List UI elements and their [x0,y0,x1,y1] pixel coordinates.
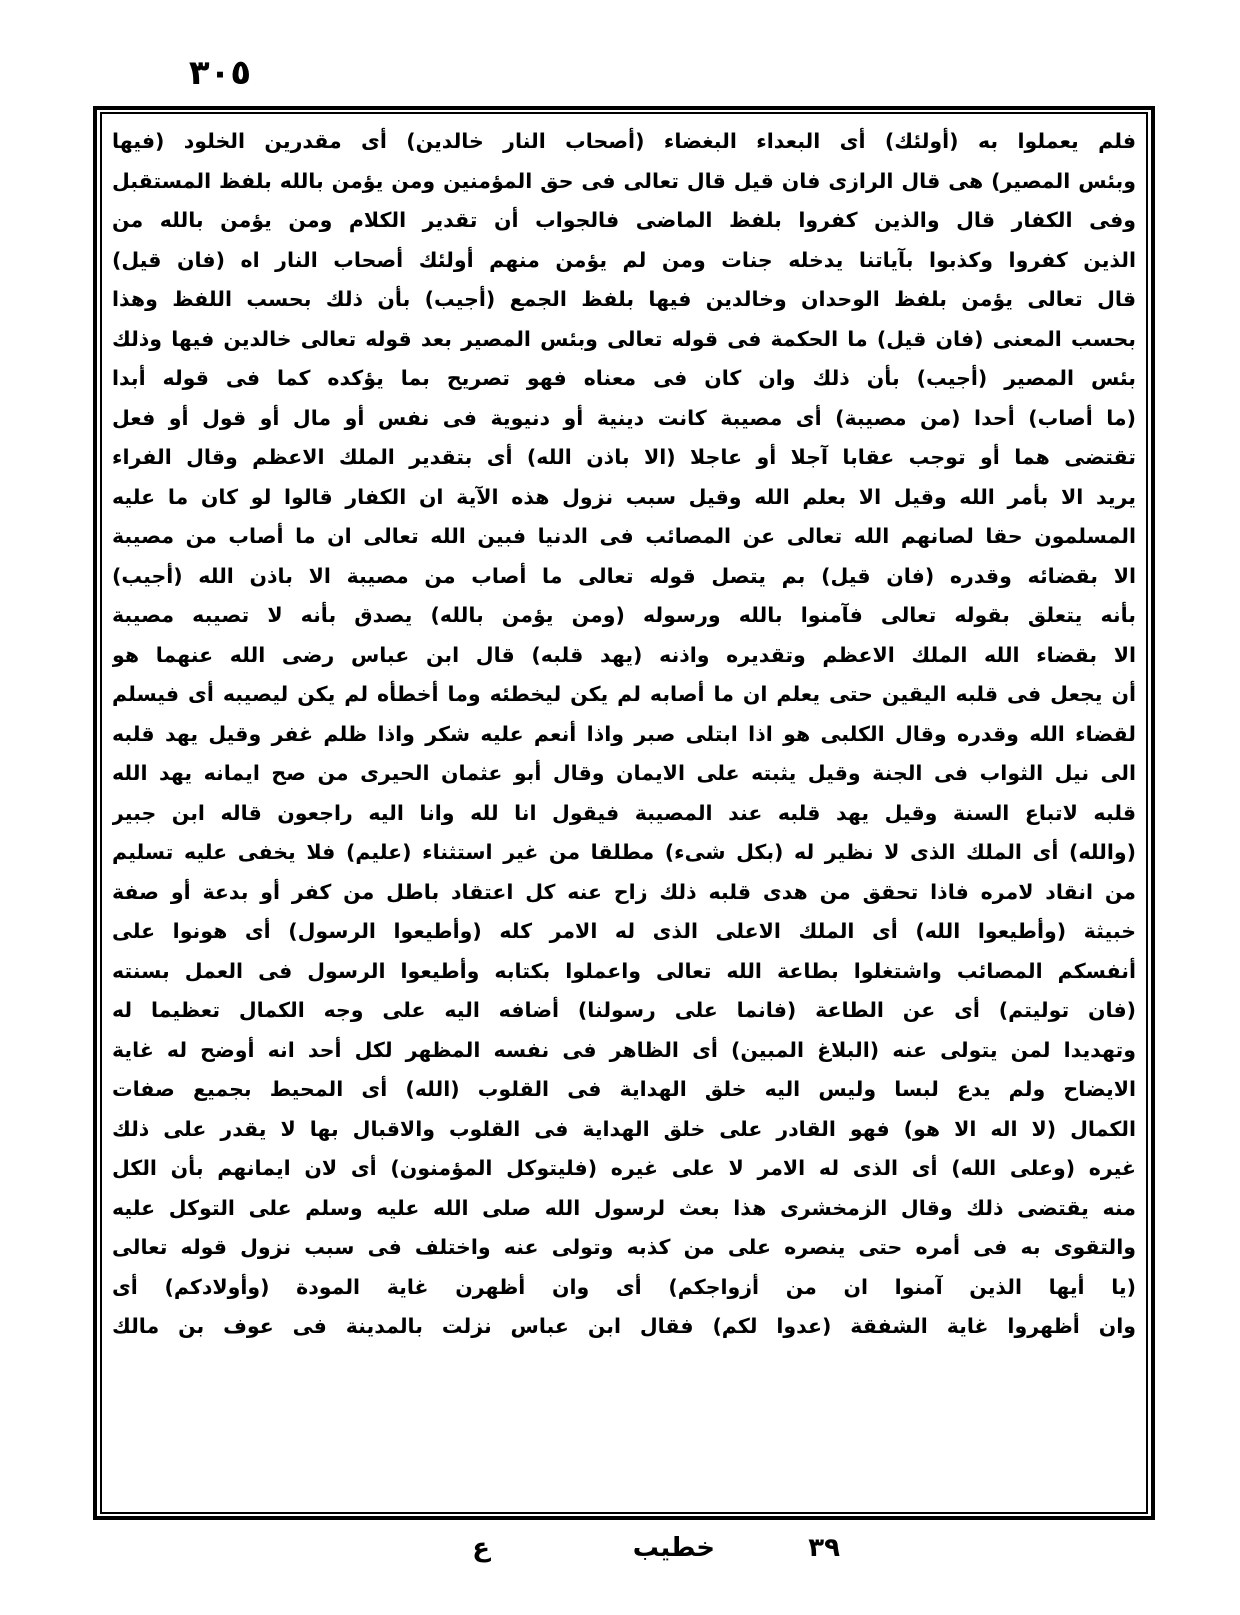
signature-word: خطيب [632,1533,715,1563]
text-line: (ما أصاب) أحدا (من مصيبة) أى مصيبة كانت دينية أو دنيوية فى نفس أو مال أو قول أو فعل [112,405,1136,430]
text-line: المسلمون حقا لصانهم الله تعالى عن المصائب فى الدنيا فبين الله تعالى ان ما أصاب من مصيبة [112,524,1136,548]
text-line: وبئس المصير) هى قال الرازى فان قيل قال تعالى فى حق المؤمنين ومن يؤمن بالله بلفظ المستقبل [112,168,1136,193]
text-line: الايضاح ولم يدع لبسا وليس اليه خلق الهداية فى القلوب (الله) أى المحيط بجميع صفات [112,1077,1136,1101]
text-line: وتهديدا لمن يتولى عنه (البلاغ المبين) أى الظاهر فى نفسه المظهر لكل أحد انه أوضح له غاية [112,1037,1136,1062]
text-line: (يا أيها الذين آمنوا ان من أزواجكم) أى وان أظهرن غاية المودة (وأولادكم) أى [112,1274,1136,1299]
text-line: يريد الا بأمر الله وقيل الا بعلم الله وقيل سبب نزول هذه الآية ان الكفار قالوا لو كان ما عليه [112,484,1136,509]
signature-number: ٣٩ [808,1533,840,1563]
text-line: الا بقضائه وقدره (فان قيل) بم يتصل قوله تعالى ما أصاب من مصيبة الا باذن الله (أجيب) [112,563,1136,588]
text-line: أن يجعل فى قلبه اليقين حتى يعلم ان ما أصابه لم يكن ليخطئه وما أخطأه لم يكن ليصيبه أى فيسلم [112,682,1136,706]
text-body [112,122,1136,1506]
text-line: بحسب المعنى (فان قيل) ما الحكمة فى قوله تعالى وبئس المصير بعد قوله تعالى خالدين فيها وذلك [112,326,1136,351]
text-line: من انقاد لامره فاذا تحقق من هدى قلبه ذلك زاح عنه كل اعتقاد باطل من كفر أو بدعة أو صفة [112,879,1136,904]
text-line: لقضاء الله وقدره وقال الكلبى هو اذا ابتلى صبر واذا أنعم عليه شكر واذا ظلم غفر وقيل يهد قلبه [112,721,1136,746]
text-line: (فان توليتم) أى عن الطاعة (فانما على رسولنا) أضافه اليه على وجه الكمال تعظيما له [112,998,1136,1022]
text-line: قلبه لاتباع السنة وقيل يهد قلبه عند المصيبة فيقول انا لله وانا اليه راجعون قاله ابن جبير [112,800,1136,825]
text-line: الا بقضاء الله الملك الاعظم وتقديره واذنه (يهد قلبه) قال ابن عباس رضى الله عنهما هو [112,642,1136,667]
text-line: الذين كفروا وكذبوا بآياتنا يدخله جنات ومن لم يؤمن منهم أولئك أصحاب النار اه (فان قيل) [112,247,1136,272]
text-line: الى نيل الثواب فى الجنة وقيل يثبته على الايمان وقال أبو عثمان الحيرى من صح ايمانه يهد الله [112,761,1136,785]
text-line: وفى الكفار قال والذين كفروا بلفظ الماضى فالجواب أن تقدير الكلام ومن يؤمن بالله من [112,208,1136,232]
text-line: غيره (وعلى الله) أى الذى له الامر لا على غيره (فليتوكل المؤمنون) أى لان ايمانهم بأن الكل [112,1156,1136,1180]
signature-letter: ع [472,1533,490,1563]
text-line: بأنه يتعلق بقوله تعالى فآمنوا بالله ورسوله (ومن يؤمن بالله) يصدق بأنه لا تصيبه مصيبة [112,603,1136,627]
text-line: فلم يعملوا به (أولئك) أى البعداء البغضاء (أصحاب النار خالدين) أى مقدرين الخلود (فيها [112,129,1136,153]
page-footer [440,1528,860,1568]
text-line: وان أظهروا غاية الشفقة (عدوا لكم) فقال ابن عباس نزلت بالمدينة فى عوف بن مالك [112,1314,1136,1338]
text-line: أنفسكم المصائب واشتغلوا بطاعة الله تعالى واعملوا بكتابه وأطيعوا الرسول فى العمل بسنته [112,958,1136,983]
text-line: منه يقتضى ذلك وقال الزمخشرى هذا بعث لرسول الله صلى الله عليه وسلم على التوكل عليه [112,1195,1136,1220]
text-line: (والله) أى الملك الذى لا نظير له (بكل شىء) مطلقا من غير استثناء (عليم) فلا يخفى عليه تسليم [112,840,1136,864]
text-line: بئس المصير (أجيب) بأن ذلك وان كان فى معناه فهو تصريح بما يؤكده كما فى قوله أبدا [112,366,1136,390]
text-line: الكمال (لا اله الا هو) فهو القادر على خلق الهداية فى القلوب والاقبال بها لا يقدر على ذلك [112,1116,1136,1141]
text-line: قال تعالى يؤمن بلفظ الوحدان وخالدين فيها بلفظ الجمع (أجيب) بأن ذلك بحسب اللفظ وهذا [112,287,1136,311]
text-line: تقتضى هما أو توجب عقابا آجلا أو عاجلا (الا باذن الله) أى بتقدير الملك الاعظم وقال الفراء [112,445,1136,469]
text-line: خبيثة (وأطيعوا الله) أى الملك الاعلى الذى له الامر كله (وأطيعوا الرسول) أى هونوا على [112,919,1136,943]
page-number: ٣٠٥ [188,53,252,93]
text-line: والتقوى به فى أمره حتى ينصره على من كذبه وتولى عنه واختلف فى سبب نزول قوله تعالى [112,1235,1136,1259]
